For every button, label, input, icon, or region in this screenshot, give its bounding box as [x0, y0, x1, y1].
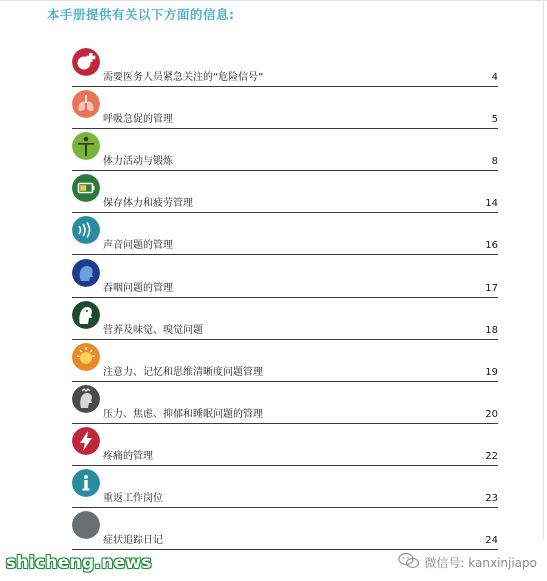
toc-row[interactable] — [72, 255, 498, 293]
lungs-icon — [72, 90, 100, 118]
stress-head-icon — [72, 385, 100, 413]
toc-label: 疼痛的管理 — [103, 450, 153, 462]
toc-page-number: 18 — [485, 324, 498, 336]
toc-label: 需要医务人员紧急关注的“危险信号” — [103, 72, 264, 83]
battery-icon — [72, 174, 100, 202]
toc-page-number: 17 — [485, 282, 498, 294]
toc-page-number: 14 — [485, 198, 498, 210]
toc-label: 保存体力和疲劳管理 — [103, 198, 193, 210]
toc-label: 吞咽问题的管理 — [103, 282, 173, 294]
wechat-id: 微信号: kanxinjiapo — [424, 556, 537, 570]
toc-row[interactable] — [72, 86, 498, 124]
toc-label: 注意力、记忆和思维清晰度问题管理 — [103, 366, 263, 378]
toc-label: 营养及味觉、嗅觉问题 — [103, 324, 203, 336]
toc-page-number: 22 — [485, 450, 498, 462]
toc-row[interactable] — [72, 297, 498, 335]
voice-waves-icon — [72, 216, 100, 244]
swallowing-head-icon — [72, 259, 100, 287]
toc-label: 呼吸急促的管理 — [103, 114, 173, 126]
toc-label: 声音问题的管理 — [103, 240, 173, 252]
toc-row[interactable] — [72, 381, 498, 419]
toc-row[interactable] — [72, 423, 498, 461]
toc-row[interactable] — [72, 212, 498, 250]
toc-page-number: 20 — [485, 408, 498, 420]
nutrition-face-icon — [72, 301, 100, 329]
toc-label: 体力活动与锻炼 — [103, 156, 173, 168]
toc-divider — [72, 549, 498, 550]
toc-page-number: 23 — [485, 493, 498, 504]
toc-row[interactable] — [72, 465, 498, 503]
toc-page-number: 4 — [491, 72, 498, 83]
work-info-icon — [72, 469, 100, 497]
toc-row[interactable] — [72, 44, 498, 82]
toc-page-number: 8 — [491, 156, 498, 168]
toc-row[interactable] — [72, 128, 498, 166]
toc-page-number: 16 — [485, 240, 498, 252]
toc-label: 重返工作岗位 — [103, 493, 163, 504]
watermark-site: shicheng.news — [6, 553, 152, 573]
exercise-person-icon — [72, 132, 100, 160]
lightning-pain-icon — [72, 427, 100, 455]
toc-page-number: 5 — [491, 114, 498, 126]
wechat-icon — [398, 552, 420, 573]
diary-circle-icon — [72, 511, 100, 539]
watermark-wechat — [398, 552, 537, 573]
toc-page-number: 24 — [485, 535, 498, 547]
brain-sun-icon — [72, 343, 100, 371]
toc-row[interactable] — [72, 339, 498, 377]
page-heading: 本手册提供有关以下方面的信息: — [47, 7, 235, 22]
toc-page-number: 19 — [485, 366, 498, 378]
toc-label: 症状追踪日记 — [103, 535, 163, 547]
toc-row[interactable] — [72, 507, 498, 545]
toc-row[interactable] — [72, 170, 498, 208]
emergency-cross-icon — [72, 48, 100, 76]
toc-label: 压力、焦虑、抑郁和睡眠问题的管理 — [103, 408, 263, 420]
